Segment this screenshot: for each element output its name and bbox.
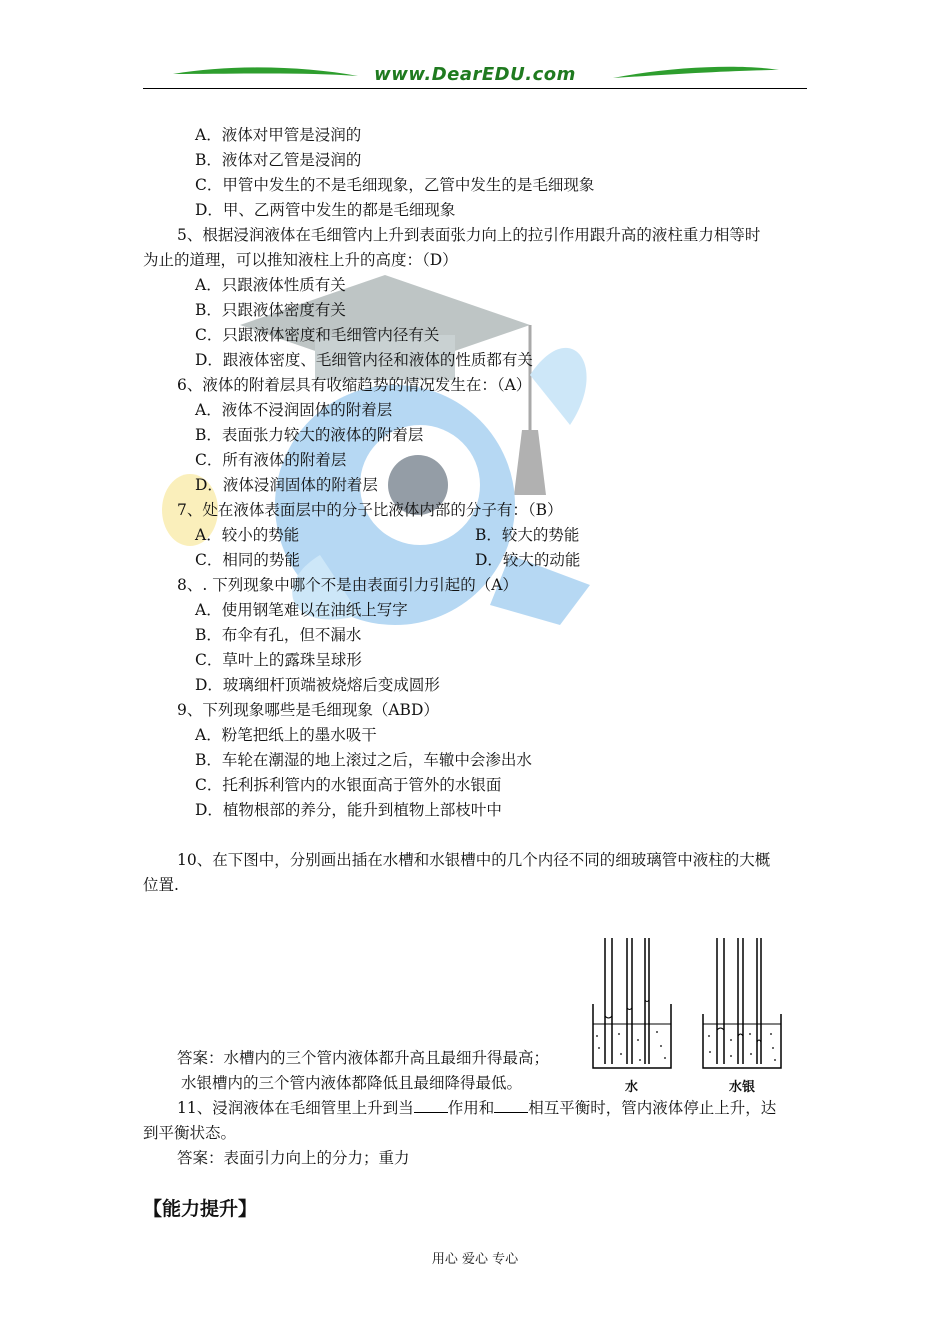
capillary-tubes-diagram [585, 936, 810, 1096]
q9-stem: 9、下列现象哪些是毛细现象（ABD） [177, 701, 439, 719]
q10-answer: 答案：水槽内的三个管内液体都升高且最细升得最高； [177, 1049, 550, 1067]
q4-option-b: B．液体对乙管是浸润的 [195, 151, 362, 169]
q6-option-c: C．所有液体的附着层 [195, 451, 347, 469]
q8-option-a: A．使用钢笔难以在油纸上写字 [195, 601, 408, 619]
q4-option-c: C．甲管中发生的不是毛细现象，乙管中发生的是毛细现象 [195, 176, 595, 194]
q6-option-d: D．液体浸润固体的附着层 [195, 476, 378, 494]
q6-option-b: B．表面张力较大的液体的附着层 [195, 426, 424, 444]
q11-stem-part1: 11、浸润液体在毛细管里上升到当 [177, 1099, 414, 1117]
q11-stem-part3: 相互平衡时，管内液体停止上升，达 [528, 1099, 777, 1117]
mercury-trough [703, 938, 781, 1068]
q11-answer: 答案：表面引力向上的分力；重力 [177, 1149, 410, 1167]
q5-option-a: A．只跟液体性质有关 [195, 276, 346, 294]
q11-stem-part2: 作用和 [447, 1099, 495, 1117]
q5-stem: 5、根据浸润液体在毛细管内上升到表面张力向上的拉引作用跟升高的液柱重力相等时 [177, 226, 761, 244]
q10-stem: 10、在下图中，分别画出插在水槽和水银槽中的几个内径不同的细玻璃管中液柱的大概 [177, 851, 771, 869]
q9-option-b: B．车轮在潮湿的地上滚过之后，车辙中会渗出水 [195, 751, 532, 769]
q7-option-b: B．较大的势能 [475, 526, 580, 544]
header-divider [143, 88, 807, 89]
q11-blank-1 [414, 1098, 448, 1113]
q5-stem-continued: 为止的道理，可以推知液柱上升的高度：（D） [143, 251, 458, 269]
q7-option-c: C．相同的势能 [195, 551, 300, 569]
q7-stem: 7、处在液体表面层中的分子比液体内部的分子有：（B） [177, 501, 563, 519]
water-trough [593, 938, 671, 1068]
capillary-tubes-figure [585, 936, 810, 1096]
q4-option-a: A．液体对甲管是浸润的 [195, 126, 362, 144]
q11-stem-continued: 到平衡状态。 [143, 1124, 237, 1142]
q9-option-a: A．粉笔把纸上的墨水吸干 [195, 726, 377, 744]
q8-option-d: D．玻璃细杆顶端被烧熔后变成圆形 [195, 676, 440, 694]
header-site-name: www.DearEDU.com [374, 64, 576, 85]
water-dots [596, 1031, 666, 1061]
q6-stem: 6、液体的附着层具有收缩趋势的情况发生在：（A） [177, 376, 532, 394]
q9-option-d: D．植物根部的养分，能升到植物上部枝叶中 [195, 801, 502, 819]
q9-option-c: C．托利拆利管内的水银面高于管外的水银面 [195, 776, 502, 794]
q10-answer-continued: 水银槽内的三个管内液体都降低且最细降得最低。 [181, 1074, 523, 1092]
q5-option-d: D．跟液体密度、毛细管内径和液体的性质都有关 [195, 351, 533, 369]
page-footer: 用心 爱心 专心 [431, 1252, 519, 1267]
q7-option-a: A．较小的势能 [195, 526, 300, 544]
q4-option-d: D．甲、乙两管中发生的都是毛细现象 [195, 201, 456, 219]
figure-label-mercury: 水银 [729, 1080, 756, 1095]
section-heading: 【能力提升】 [143, 1198, 258, 1220]
q8-option-b: B．布伞有孔，但不漏水 [195, 626, 362, 644]
q8-stem: 8、. 下列现象中哪个不是由表面引力引起的（A） [177, 576, 518, 594]
q6-option-a: A．液体不浸润固体的附着层 [195, 401, 393, 419]
q11-blank-2 [494, 1098, 528, 1113]
mercury-dots [708, 1033, 776, 1061]
q7-option-d: D．较大的动能 [475, 551, 581, 569]
q5-option-b: B．只跟液体密度有关 [195, 301, 346, 319]
figure-label-water: 水 [625, 1080, 639, 1095]
q8-option-c: C．草叶上的露珠呈球形 [195, 651, 362, 669]
q5-option-c: C．只跟液体密度和毛细管内径有关 [195, 326, 440, 344]
q10-stem-continued: 位置. [143, 876, 179, 894]
q11-stem [177, 1098, 776, 1118]
